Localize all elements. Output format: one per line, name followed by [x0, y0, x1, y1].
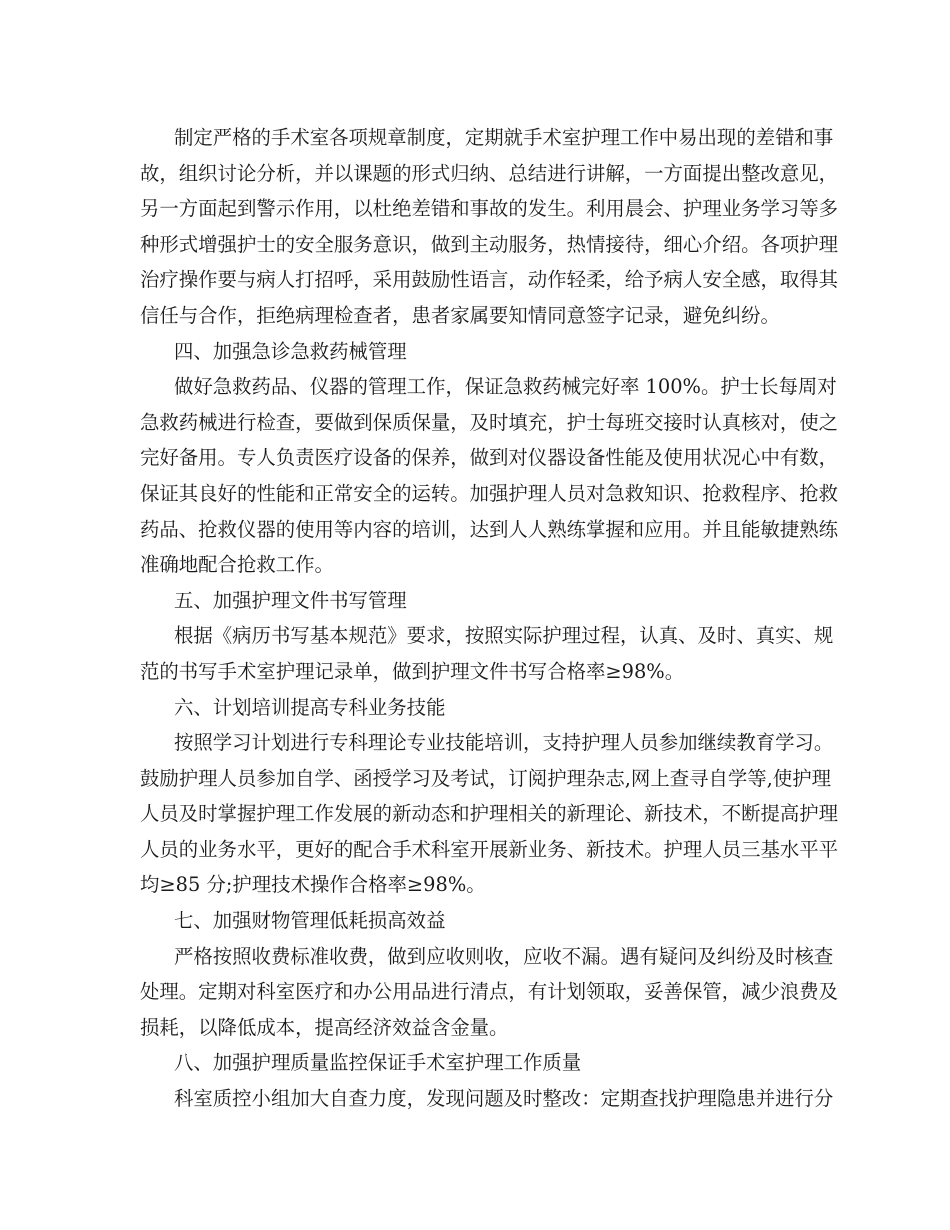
paragraph-line: 另一方面起到警示作用，以杜绝差错和事故的发生。利用晨会、护理业务学习等多: [140, 197, 839, 221]
paragraph-line: 完好备用。专人负责医疗设备的保养，做到对仪器设备性能及使用状况心中有数，: [140, 446, 839, 470]
paragraph-line: 信任与合作，拒绝病理检查者，患者家属要知情同意签字记录，避免纠纷。: [140, 303, 780, 327]
section-heading-8: 八、加强护理质量监控保证手术室护理工作质量: [174, 1051, 582, 1075]
paragraph-line: 治疗操作要与病人打招呼，采用鼓励性语言，动作轻柔，给予病人安全感，取得其: [140, 268, 839, 292]
paragraph-line: 做好急救药品、仪器的管理工作，保证急救药械完好率 100%。护士长每周对: [174, 375, 837, 399]
paragraph-line: 故，组织讨论分析，并以课题的形式归纳、总结进行讲解，一方面提出整改意见，: [140, 161, 839, 185]
paragraph-line: 药品、抢救仪器的使用等内容的培训，达到人人熟练掌握和应用。并且能敏捷熟练: [140, 517, 839, 541]
paragraph-line: 科室质控小组加大自查力度，发现问题及时整改：定期查找护理隐患并进行分: [174, 1087, 834, 1111]
paragraph-line: 保证其良好的性能和正常安全的运转。加强护理人员对急救知识、抢救程序、抢救: [140, 481, 839, 505]
section-heading-6: 六、计划培训提高专科业务技能: [174, 695, 446, 719]
paragraph-line: 制定严格的手术室各项规章制度，定期就手术室护理工作中易出现的差错和事: [174, 126, 834, 149]
paragraph-line: 处理。定期对科室医疗和办公用品进行清点，有计划领取，妥善保管，减少浪费及: [140, 980, 839, 1004]
paragraph-line: 范的书写手术室护理记录单，做到护理文件书写合格率≥98%。: [140, 659, 685, 683]
paragraph-line: 均≥85 分;护理技术操作合格率≥98%。: [140, 873, 486, 897]
paragraph-line: 人员的业务水平，更好的配合手术科室开展新业务、新技术。护理人员三基水平平: [140, 837, 839, 861]
paragraph-line: 人员及时掌握护理工作发展的新动态和护理相关的新理论、新技术，不断提高护理: [140, 802, 839, 826]
section-heading-7: 七、加强财物管理低耗损高效益: [174, 909, 446, 933]
paragraph-line: 严格按照收费标准收费，做到应收则收，应收不漏。遇有疑问及纠纷及时核查: [174, 944, 834, 968]
paragraph-line: 按照学习计划进行专科理论专业技能培训，支持护理人员参加继续教育学习。: [174, 731, 834, 755]
document-body: [140, 120, 839, 1117]
section-heading-4: 四、加强急诊急救药械管理: [174, 339, 407, 363]
paragraph-line: 根据《病历书写基本规范》要求，按照实际护理过程，认真、及时、真实、规: [174, 624, 834, 648]
paragraph-line: 急救药械进行检查，要做到保质保量，及时填充，护士每班交接时认真核对，使之: [140, 410, 839, 434]
paragraph-line: 鼓励护理人员参加自学、函授学习及考试，订阅护理杂志,网上查寻自学等,使护理: [140, 766, 831, 790]
section-heading-5: 五、加强护理文件书写管理: [174, 588, 407, 612]
paragraph-line: 损耗，以降低成本，提高经济效益含金量。: [140, 1015, 509, 1039]
paragraph-line: 准确地配合抢救工作。: [140, 553, 334, 577]
paragraph-line: 种形式增强护士的安全服务意识，做到主动服务，热情接待，细心介绍。各项护理: [140, 232, 839, 256]
